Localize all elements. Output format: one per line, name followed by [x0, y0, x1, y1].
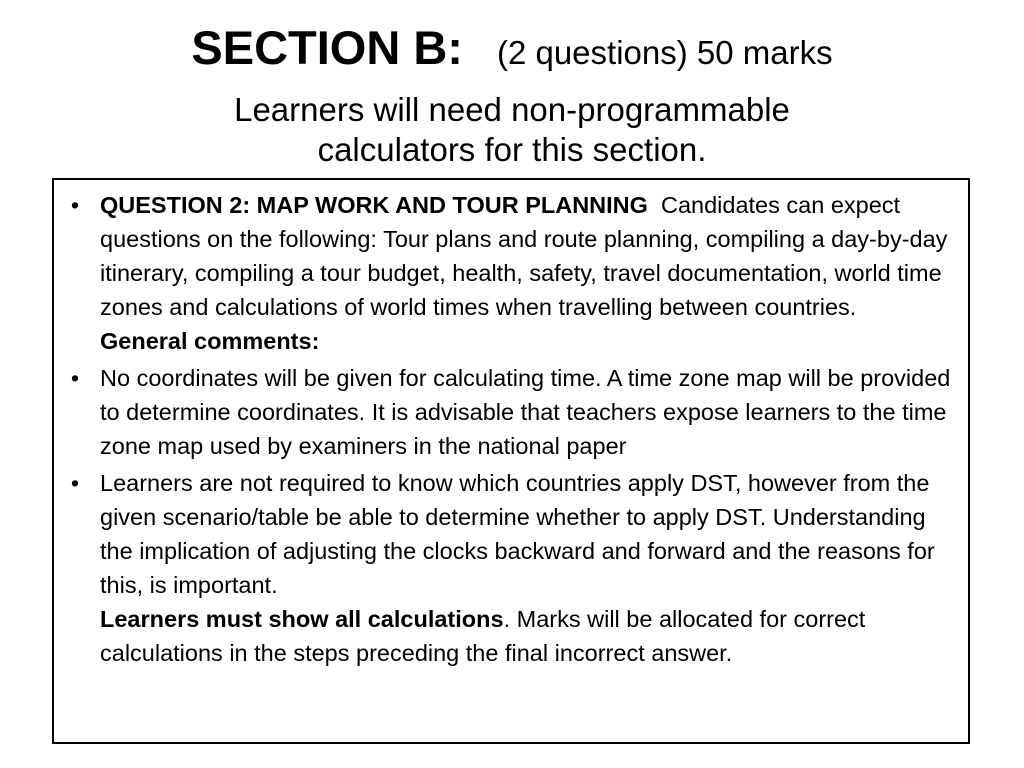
bullet-list: [54, 188, 958, 670]
question-description: Candidates can expect questions on the following: Tour plans and route planning, compiling a day-by-day itinerary, compiling a tour budget, health, safety, travel documentation, world time zones and calculations of world times when travelling between countries.: [100, 192, 948, 320]
bullet-text: Learners are not required to know which countries apply DST, however from the given scenario/table be able to determine whether to apply DST. Understanding the implication of adjusting the clocks backward and forward and the reasons for this, is important.: [100, 470, 935, 598]
section-title: SECTION B:: [191, 21, 463, 74]
bullet-text-tail: . Marks will be allocated for correct calculations in the steps preceding the final incorrect answer.: [100, 606, 866, 666]
bullet-item-coordinates: [54, 361, 958, 463]
bullet-text: No coordinates will be given for calculating time. A time zone map will be provided to determine coordinates. It is advisable that teachers expose learners to the time zone map used by examiners in the national paper: [100, 365, 951, 459]
bullet-icon: •: [70, 470, 80, 496]
title-line: [0, 18, 1024, 90]
bullet-icon: •: [70, 192, 80, 218]
slide-title-block: [0, 18, 1024, 170]
bullet-item-question-2: [54, 188, 958, 358]
general-comments-heading: General comments:: [100, 328, 320, 354]
bullet-item-dst: [54, 466, 958, 670]
section-marks: (2 questions) 50 marks: [496, 34, 833, 71]
title-note-line-1: Learners will need non-programmable: [234, 91, 790, 128]
content-box: [52, 178, 970, 744]
calculations-emphasis: Learners must show all calculations: [100, 606, 504, 632]
title-note-line-2: calculators for this section.: [317, 131, 707, 168]
bullet-icon: •: [70, 365, 80, 391]
question-heading: QUESTION 2: MAP WORK AND TOUR PLANNING: [100, 192, 648, 218]
